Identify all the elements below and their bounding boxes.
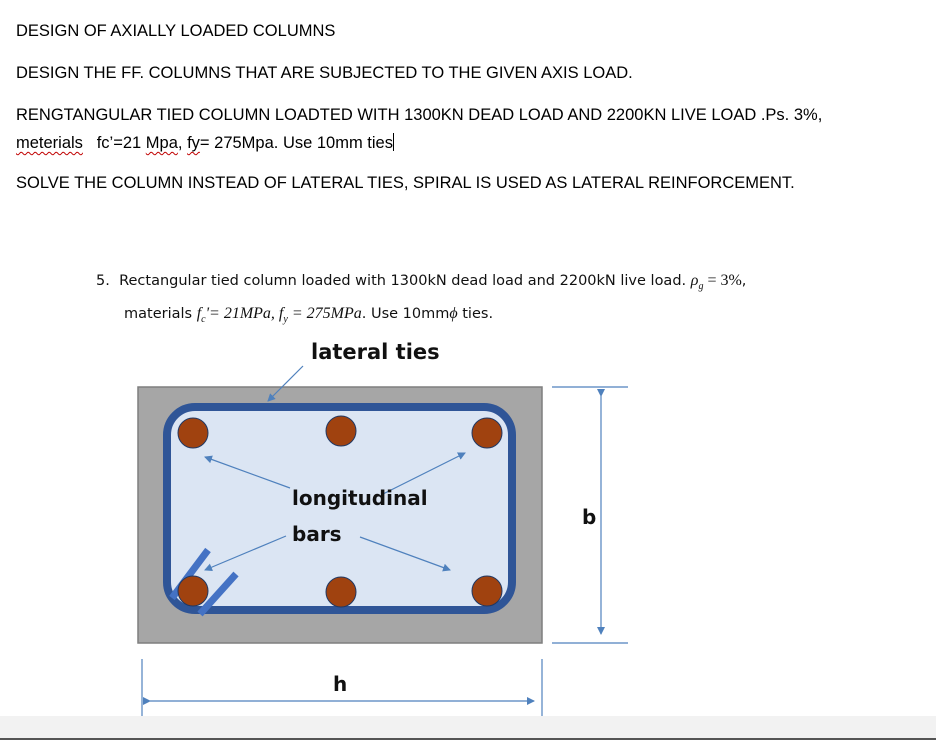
problem-statement-line1: 5. Rectangular tied column loaded with 1300kN dead load and 2200kN live load. $\rho_g = 3\%$, xyxy=(96,272,747,293)
dimension-b-label: b xyxy=(582,505,597,529)
rho-value: = 3% xyxy=(703,272,742,289)
longitudinal-bar xyxy=(178,576,208,606)
longitudinal-bar xyxy=(326,577,356,607)
instruction-text: DESIGN THE FF. COLUMNS THAT ARE SUBJECTED TO THE GIVEN AXIS LOAD. xyxy=(16,64,633,82)
materials-label: materials xyxy=(124,306,193,322)
fc-value: fc’=21 xyxy=(96,134,142,152)
document-heading: DESIGN OF AXIALLY LOADED COLUMNS xyxy=(16,22,336,40)
bars-label: bars xyxy=(292,522,342,546)
rho-symbol: $\rho_g$ xyxy=(690,272,704,293)
problem-text-line1: RENGTANGULAR TIED COLUMN LOADTED WITH 1300KN DEAD LOAD AND 2200KN LIVE LOAD .Ps. 3%, xyxy=(16,106,823,124)
phi-symbol: ϕ xyxy=(449,305,458,322)
longitudinal-bar xyxy=(178,418,208,448)
window-bottom-edge xyxy=(0,716,936,740)
lateral-ties-label: lateral ties xyxy=(311,340,440,364)
problem-number: 5. xyxy=(96,273,110,289)
fy-expression: = 275MPa xyxy=(287,305,362,322)
fc-expression: '= 21MPa, xyxy=(205,305,279,322)
misspelled-word: fy xyxy=(187,134,200,152)
use-text: . Use 10mm xyxy=(361,306,450,322)
dimension-h-label: h xyxy=(333,672,348,696)
fy-value: = 275Mpa. Use 10mm ties xyxy=(199,134,393,152)
spiral-note: SOLVE THE COLUMN INSTEAD OF LATERAL TIES, SPIRAL IS USED AS LATERAL REINFORCEMENT. xyxy=(16,174,795,192)
fc-symbol: $f_c$ xyxy=(196,305,206,326)
fy-symbol: $f_y$ xyxy=(278,305,288,326)
longitudinal-bar xyxy=(472,576,502,606)
longitudinal-label: longitudinal xyxy=(292,486,428,510)
ties-text: ties. xyxy=(457,306,494,322)
separator: , xyxy=(177,134,188,152)
problem-sentence: Rectangular tied column loaded with 1300kN dead load and 2200kN live load. xyxy=(119,273,687,289)
misspelled-word: Mpa xyxy=(145,134,178,152)
longitudinal-bar xyxy=(326,416,356,446)
longitudinal-bar xyxy=(472,418,502,448)
misspelled-word: meterials xyxy=(16,134,83,152)
